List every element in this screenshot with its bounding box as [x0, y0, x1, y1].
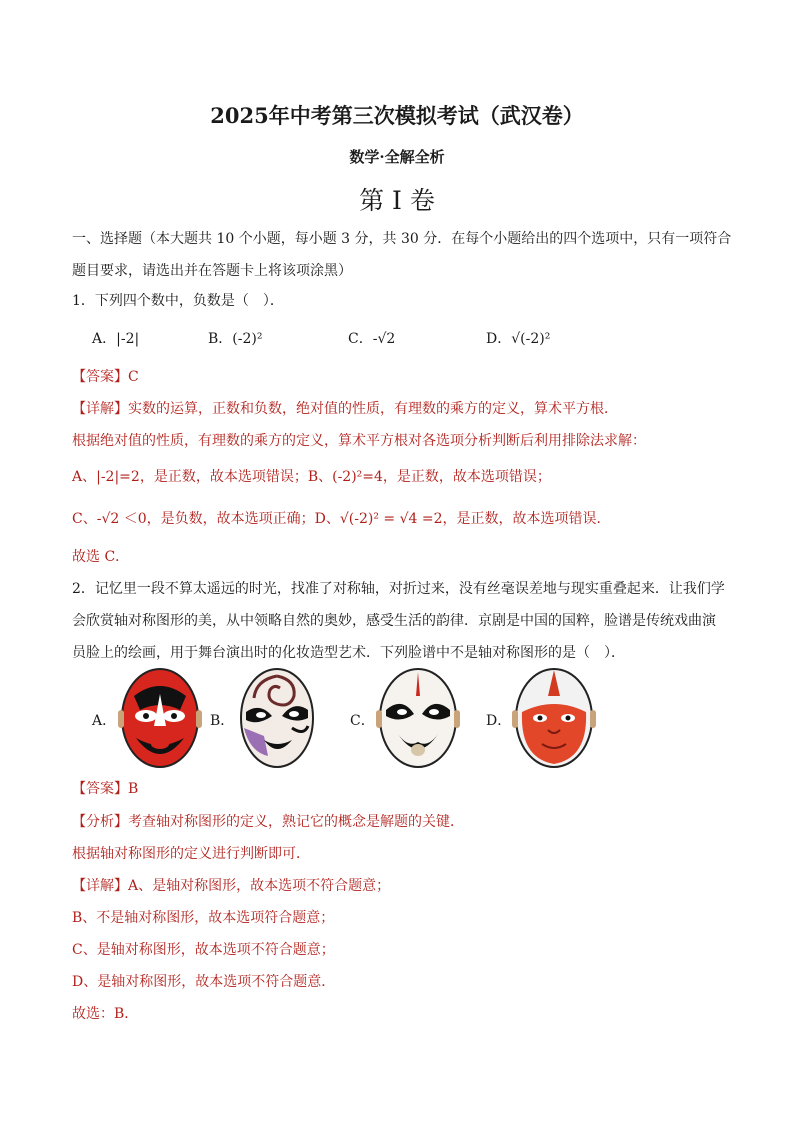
q2-option-c-label: C． [350, 713, 375, 729]
q1-line4 [72, 510, 611, 528]
line3-part-b: (-2)²=4，是正数，故本选项错误； [332, 469, 551, 485]
page-subtitle: 数学·全解全析 [349, 148, 445, 166]
q2-stem-line3: 员脸上的绘画，用于舞台演出时的化妆造型艺术．下列脸谱中不是轴对称图形的是（ ）． [72, 645, 625, 661]
option-letter: B． [208, 331, 233, 347]
opera-mask-monkey-icon [508, 666, 600, 770]
page-title: 2025年中考第三次模拟考试（武汉卷） [210, 103, 584, 128]
line4-part-b: √(-2)² = √4 =2，是正数，故本选项错误． [339, 511, 611, 527]
section-heading-line2: 题目要求，请选出并在答题卡上将该项涂黑） [72, 263, 352, 279]
q2-detail-d: D、是轴对称图形，故本选项不符合题意． [72, 974, 336, 990]
q1-conclusion: 故选 C． [72, 549, 130, 565]
q2-stem-line2: 会欣赏轴对称图形的美，从中领略自然的奥妙，感受生活的韵律．京剧是中国的国粹，脸谱是传统戏曲演 [72, 613, 716, 629]
answer-tag: 【答案】 [72, 781, 128, 797]
analysis-text: 考查轴对称图形的定义，熟记它的概念是解题的关键． [128, 814, 464, 830]
q2-answer [72, 780, 138, 798]
q1-stem: 1．下列四个数中，负数是（ ）． [72, 293, 284, 309]
q1-option-a [92, 330, 139, 348]
q2-option-a-label: A． [92, 713, 117, 729]
q2-option-b-label: B． [210, 713, 235, 729]
answer-tag: 【答案】 [72, 369, 128, 385]
analysis-tag: 【分析】 [72, 814, 128, 830]
option-letter: A． [92, 331, 117, 347]
answer-value: C [128, 369, 139, 385]
q1-answer [72, 368, 139, 386]
opera-mask-swirl-icon [234, 666, 320, 770]
q1-option-d [486, 330, 550, 348]
option-letter: D． [486, 331, 512, 347]
q2-detail-b: B、不是轴对称图形，故本选项符合题意； [72, 910, 335, 926]
q2-conclusion: 故选：B． [72, 1006, 139, 1022]
q1-line2: 根据绝对值的性质，有理数的乘方的定义，算术平方根对各选项分析判断后利用排除法求解： [72, 433, 646, 449]
detail-text: A、是轴对称图形，故本选项不符合题意； [128, 878, 391, 894]
q1-detail [72, 400, 618, 418]
q2-option-d-label: D． [486, 713, 512, 729]
detail-tag: 【详解】 [72, 401, 128, 417]
section-heading-line1: 一、选择题（本大题共 10 个小题，每小题 3 分，共 30 分．在每个小题给出的四个选项中，只有一项符合 [72, 231, 732, 247]
line3-part-a: A、|-2|=2，是正数，故本选项错误；B、 [72, 469, 333, 485]
q2-detail-a [72, 877, 390, 895]
option-expr: √(-2)² [511, 331, 551, 347]
q2-judge-line: 根据轴对称图形的定义进行判断即可． [72, 846, 310, 862]
option-letter: C． [348, 331, 373, 347]
q1-option-c [348, 330, 395, 348]
option-expr: (-2)² [232, 331, 263, 347]
option-expr: |-2| [116, 331, 140, 347]
q2-detail-c: C、是轴对称图形，故本选项不符合题意； [72, 942, 335, 958]
q1-line3 [72, 468, 551, 486]
answer-value: B [128, 781, 139, 797]
q2-analysis [72, 813, 464, 831]
detail-text: 实数的运算，正数和负数，绝对值的性质，有理数的乘方的定义，算术平方根． [128, 401, 618, 417]
detail-tag: 【详解】 [72, 878, 128, 894]
q1-option-b [208, 330, 262, 348]
line4-part-a: C、-√2 ＜0，是负数，故本选项正确；D、 [72, 511, 340, 527]
opera-mask-white-icon [372, 666, 464, 770]
option-expr: -√2 [372, 331, 396, 347]
q2-stem-line1: 2．记忆里一段不算太遥远的时光，找准了对称轴，对折过来，没有丝毫误差地与现实重叠起来．让我们学 [72, 581, 725, 597]
opera-mask-red-icon [114, 666, 206, 770]
volume-heading: 第 I 卷 [359, 186, 435, 215]
